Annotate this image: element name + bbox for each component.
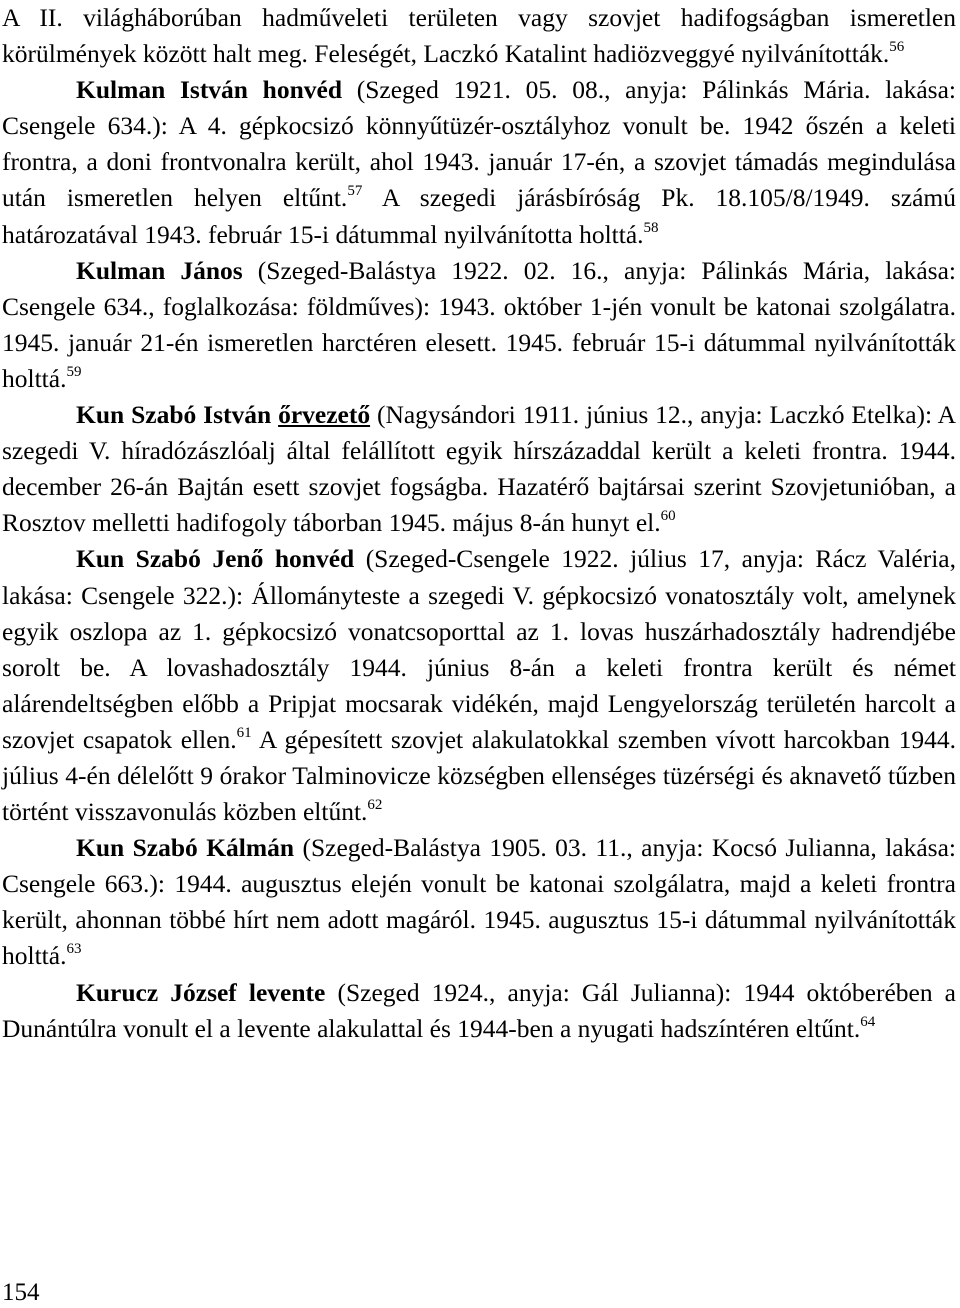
footnote-ref: 64 <box>860 1013 876 1030</box>
paragraph <box>2 72 956 252</box>
paragraph <box>2 397 956 541</box>
text-run: (Szeged-Csengele 1922. július 17, anyja: Rácz Valéria, lakása: Csengele 322.): Állományteste a szegedi V. gépkocsizó vonatosztály volt, amelynek egyik oszlopa az 1. gépkocsizó vonatcsoporttal az 1. lovas huszárhadosztály hadrendjébe sorolt be. A lovashadosztály 1944. június 8-án a keleti frontra került és német alárendeltségben előbb a Pripjat mocsarak vidékén, majd Lengyelország területén harcolt a szovjet csapatok ellen. <box>2 544 956 754</box>
body-text <box>2 0 956 1047</box>
entry-name: Kun Szabó Jenő honvéd <box>76 544 355 574</box>
text-run: A gépesített szovjet alakulatokkal szemben vívott harcokban 1944. július 4-én délelőtt 9 órakor Talminovicze községben ellenséges tüzérségi és aknavető tűzben történt visszavonulás közben eltűnt. <box>2 724 957 827</box>
text-run: (Nagysándori 1911. június 12., anyja: Laczkó Etelka): A szegedi V. híradózászlóalj által felállított egyik hírszázaddal került a keleti frontra. 1944. december 26-án Bajtán esett szovjet fogságba. Hazatérő bajtársai szerint Szovjetunióban, a Rosztov melletti hadifogoly táborban 1945. május 8-án hunyt el. <box>2 400 957 538</box>
text-run: (Szeged-Balástya 1905. 03. 11., anyja: Kocsó Julianna, lakása: Csengele 663.): 1944. augusztus elején vonult be katonai szolgálatra, majd a keleti frontra került, ahonnan többé hírt nem adott magáról. 1945. augusztus 15-i dátummal nyilvánították holttá. <box>2 833 956 971</box>
paragraph <box>2 830 956 974</box>
text-run: (Szeged-Balástya 1922. 02. 16., anyja: Pálinkás Mária, lakása: Csengele 634., foglalkozása: földműves): 1943. október 1-jén vonult be katonai szolgálatra. 1945. január 21-én ismeretlen harctéren elesett. 1945. február 15-i dátummal nyilvánították holttá. <box>2 255 957 393</box>
footnote-ref: 60 <box>660 508 676 525</box>
footnote-ref: 59 <box>66 363 82 380</box>
page-number: 154 <box>2 1279 40 1306</box>
entry-name: Kun Szabó István <box>76 400 279 430</box>
footnote-ref: 61 <box>236 724 252 741</box>
paragraph <box>2 541 956 830</box>
footnote-ref: 62 <box>367 797 383 814</box>
footnote-ref: 58 <box>643 219 659 236</box>
text-run: (Szeged 1921. 05. 08., anyja: Pálinkás Mária. lakása: Csengele 634.): A 4. gépkocsizó könnyűtüzér-osztályhoz vonult be. 1942 őszén a keleti frontra, a doni frontvonalra került, ahol 1943. január 17-én, a szovjet támadás megindulása után ismeretlen helyen eltűnt. <box>2 75 956 213</box>
document-page <box>2 0 956 1047</box>
entry-name: őrvezető <box>278 400 371 430</box>
entry-name: Kurucz József levente <box>76 977 326 1007</box>
paragraph <box>2 253 956 397</box>
footnote-ref: 63 <box>66 941 82 958</box>
entry-name: Kun Szabó Kálmán <box>76 833 295 863</box>
paragraph <box>2 0 956 72</box>
footnote-ref: 57 <box>347 183 363 200</box>
text-run: (Szeged 1924., anyja: Gál Julianna): 1944 októberében a Dunántúlra vonult el a levente alakulattal és 1944-ben a nyugati hadszíntéren eltűnt. <box>2 977 957 1043</box>
entry-name: Kulman János <box>76 255 243 285</box>
footnote-ref: 56 <box>889 39 905 56</box>
text-run: A szegedi járásbíróság Pk. 18.105/8/1949. számú határozatával 1943. február 15-i dátummal nyilvánította holttá. <box>2 183 957 249</box>
paragraph <box>2 975 956 1047</box>
entry-name: Kulman István honvéd <box>76 75 343 105</box>
text-run: A II. világháborúban hadműveleti területen vagy szovjet hadifogságban ismeretlen körülmények között halt meg. Feleségét, Laczkó Katalint hadiözveggyé nyilvánították. <box>2 3 956 69</box>
